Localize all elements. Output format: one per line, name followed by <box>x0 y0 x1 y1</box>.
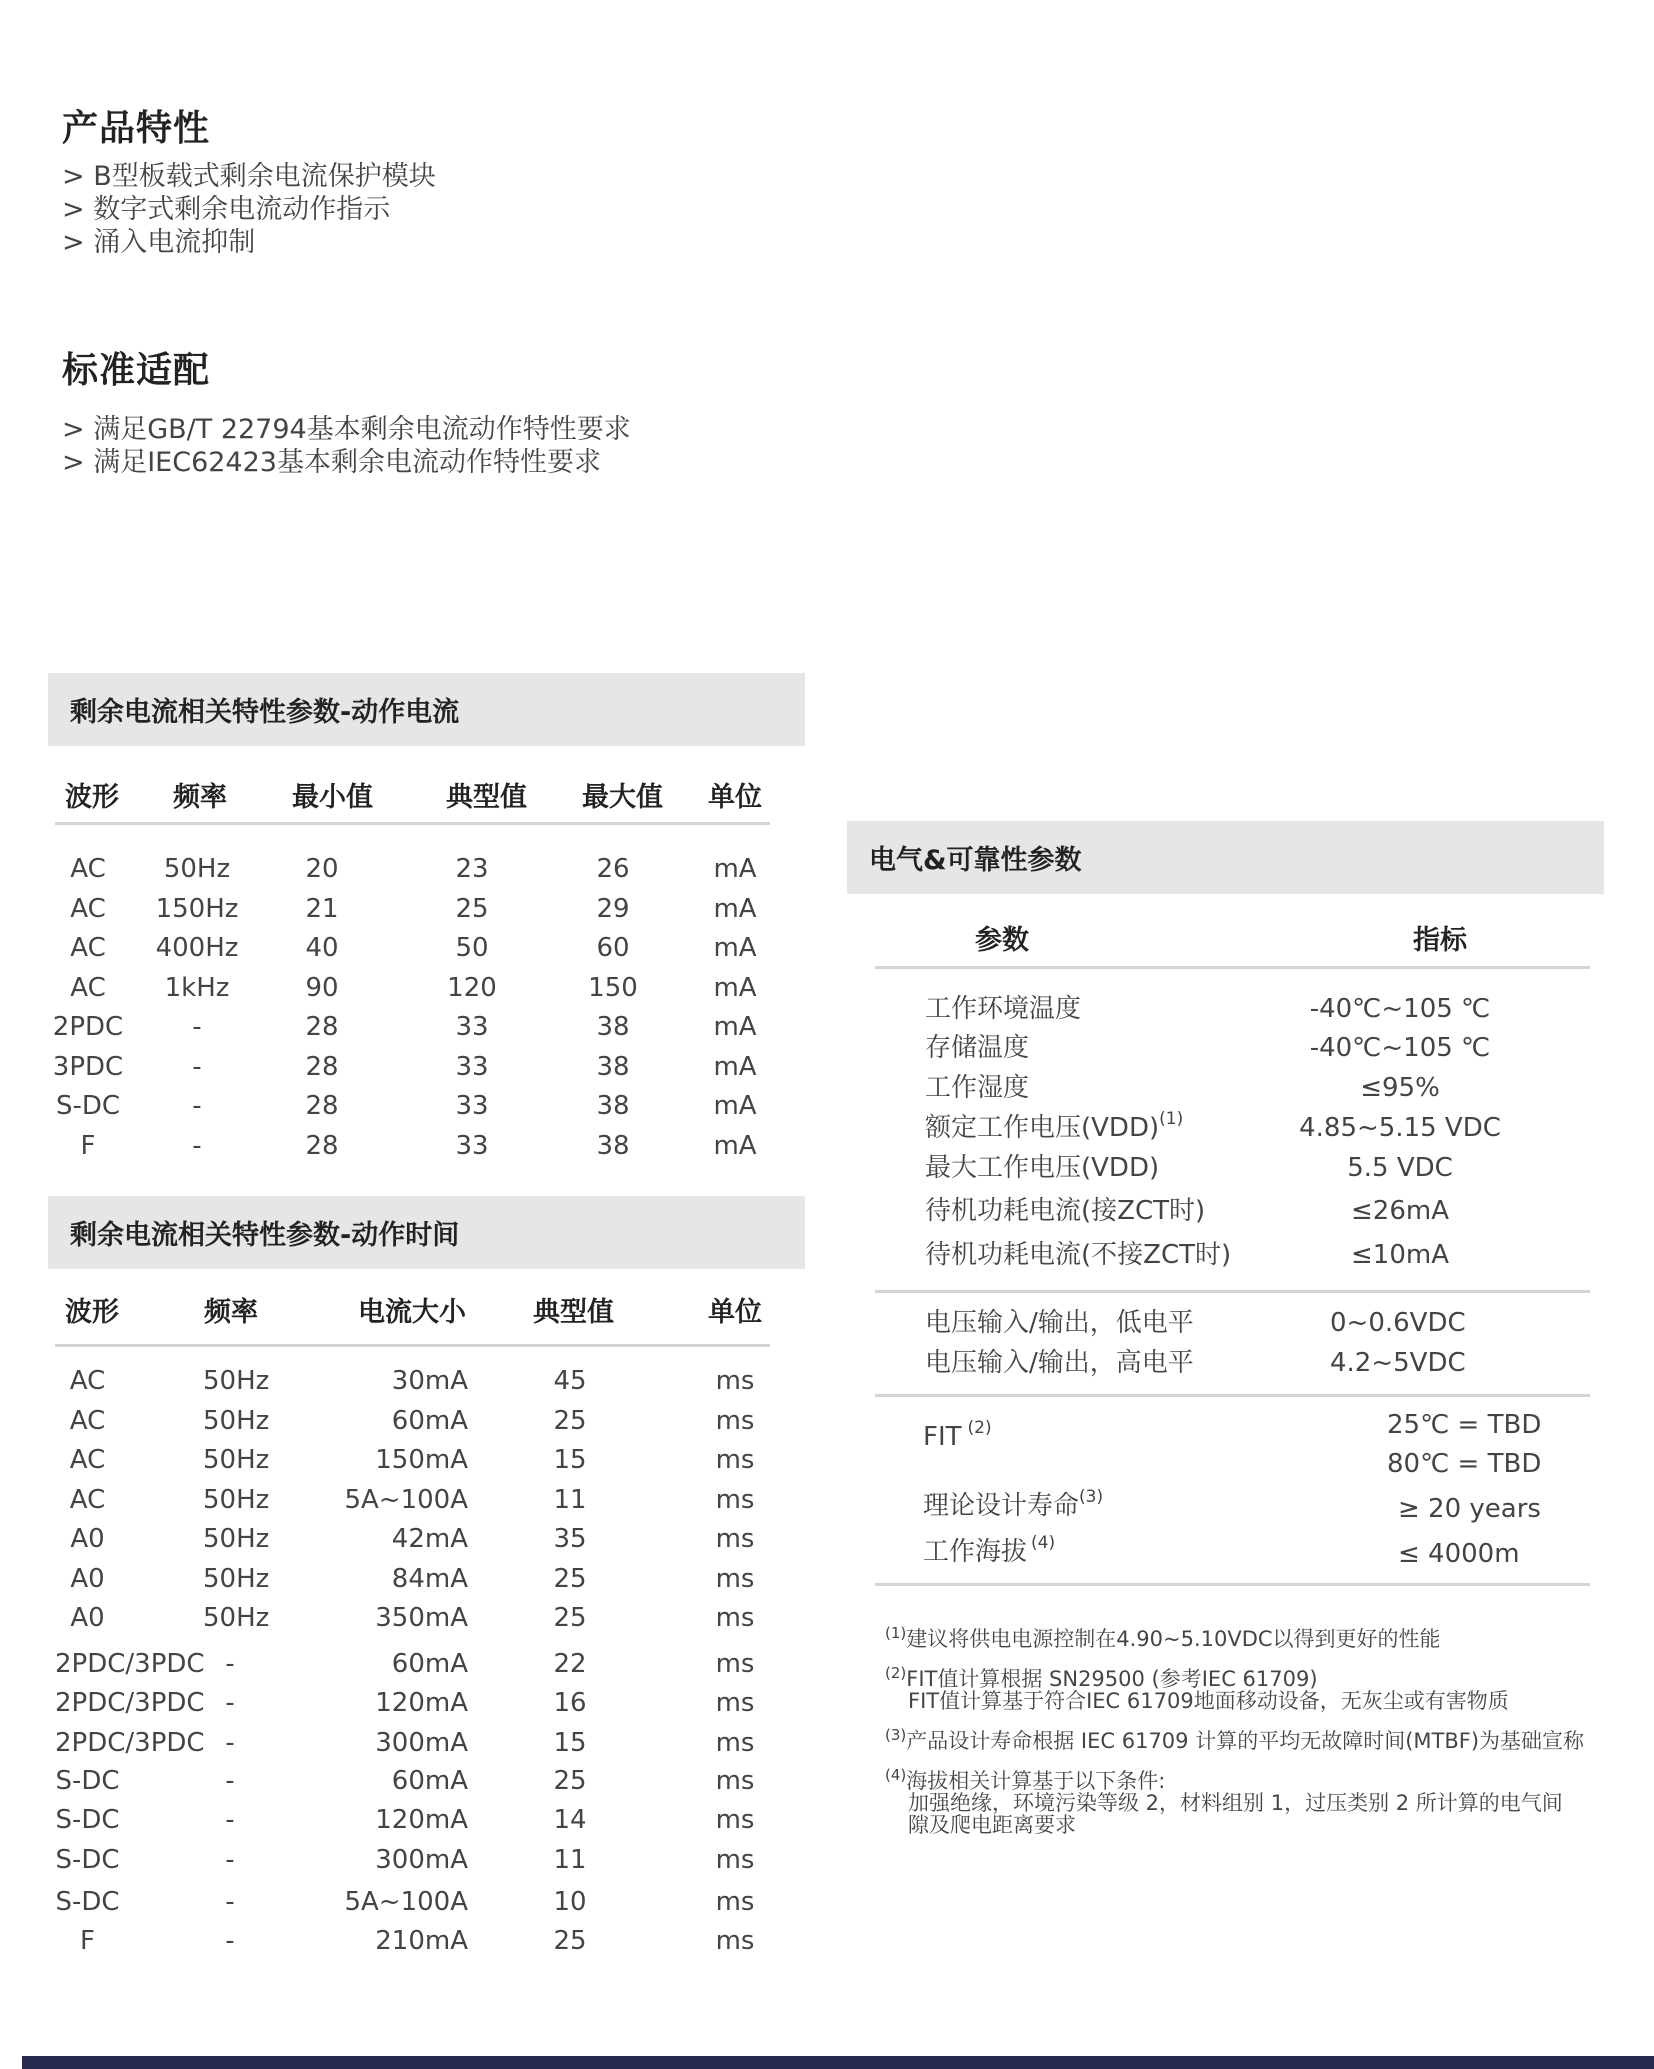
table-current-cell: 60 <box>596 933 630 963</box>
features-item: > 数字式剩余电流动作指示 <box>62 194 391 225</box>
table-elec-value: 4.2~5VDC <box>1330 1348 1466 1378</box>
standards-list <box>62 413 631 479</box>
life-label-text: 理论设计寿命 <box>923 1491 1080 1521</box>
table-time-cell: ms <box>715 1485 755 1515</box>
table-current-cell: 150 <box>588 972 638 1003</box>
table-time-cell: AC <box>69 1406 106 1436</box>
table-time-cell: F <box>80 1926 95 1956</box>
table-current-header-bar <box>48 673 805 746</box>
table-current-cell: mA <box>713 893 757 924</box>
table-current-cell: S-DC <box>55 1091 121 1121</box>
table-current-cell: mA <box>713 933 757 963</box>
table-time-cell: S-DC <box>55 1887 120 1917</box>
table-time-cell: ms <box>715 1766 755 1796</box>
table-time-cell: 60mA <box>391 1406 468 1436</box>
table-time-cell: 16 <box>553 1688 587 1718</box>
table-current-cell: 23 <box>455 854 489 884</box>
table-current-cell: mA <box>713 1091 757 1121</box>
table-time-title: 剩余电流相关特性参数-动作时间 <box>70 1220 460 1251</box>
table-current-cell: - <box>192 1091 202 1121</box>
table-time-cell: 11 <box>553 1485 587 1515</box>
table-elec-header-param: 参数 <box>975 925 1029 956</box>
table-current-cell: - <box>192 1130 202 1161</box>
table-time-cell: - <box>225 1805 235 1835</box>
footer-bar <box>22 2056 1654 2069</box>
table-time-cell: 22 <box>553 1649 587 1679</box>
table-current-cell: F <box>80 1130 96 1161</box>
footnote-3 <box>885 1724 1584 1752</box>
table-elec-value: -40℃~105 ℃ <box>1309 1033 1491 1063</box>
table-current-cell: mA <box>713 1130 757 1161</box>
table-time-cell: - <box>225 1887 235 1917</box>
table-time-cell: 14 <box>553 1805 587 1835</box>
table-time-cell: 84mA <box>391 1564 468 1594</box>
table-time-cell: 120mA <box>375 1688 468 1718</box>
footnote-3-mark: (3) <box>885 1726 907 1744</box>
table-time-cell: 60mA <box>391 1766 468 1796</box>
footnote-4-mark: (4) <box>885 1766 907 1784</box>
table-current-cell: 33 <box>455 1091 489 1121</box>
altitude-label <box>923 1533 1056 1567</box>
table-current-cell: 33 <box>455 1130 489 1161</box>
footnote-mark: (1) <box>1159 1109 1184 1129</box>
table-current-header-cell: 频率 <box>173 782 227 813</box>
table-time-header-cell: 单位 <box>708 1297 762 1328</box>
table-time-cell: ms <box>715 1524 755 1554</box>
table-current-cell: 1kHz <box>164 972 230 1003</box>
footnote-4-text: 隙及爬电距离要求 <box>908 1813 1076 1837</box>
table-elec-param: 存储温度 <box>925 1033 1030 1063</box>
table-time-cell: AC <box>69 1485 106 1515</box>
footnote-4-text: 加强绝缘，环境污染等级 2，材料组别 1，过压类别 2 所计算的电气间 <box>908 1791 1563 1815</box>
table-time-cell: A0 <box>70 1603 105 1633</box>
table-time-cell: 25 <box>553 1564 587 1594</box>
table-time-cell: AC <box>69 1445 106 1475</box>
table-time-cell: - <box>225 1766 235 1796</box>
table-elec-param: 待机功耗电流(不接ZCT时) <box>925 1240 1232 1270</box>
table-current-cell: mA <box>713 1012 757 1042</box>
table-time-cell: 15 <box>553 1728 587 1758</box>
life-label <box>923 1487 1104 1521</box>
footnote-4 <box>885 1764 1563 1836</box>
features-item: > B型板载式剩余电流保护模块 <box>62 161 436 192</box>
table-time-cell: 50Hz <box>203 1485 270 1515</box>
table-time-header-cell: 频率 <box>204 1297 258 1328</box>
table-time-cell: S-DC <box>55 1766 120 1796</box>
footnote-2-mark: (2) <box>885 1664 907 1682</box>
table-elec-value: ≤95% <box>1360 1073 1440 1103</box>
life-value: ≥ 20 years <box>1398 1494 1541 1524</box>
table-time-divider <box>55 1344 770 1347</box>
table-elec-value: 0~0.6VDC <box>1330 1308 1466 1338</box>
table-time-cell: 50Hz <box>203 1564 270 1594</box>
table-current-cell: mA <box>713 972 757 1003</box>
table-time-cell: 5A~100A <box>344 1887 468 1917</box>
table-elec-param: 最大工作电压(VDD) <box>925 1153 1160 1183</box>
table-time-cell: ms <box>715 1926 755 1956</box>
table-current-header-cell: 最小值 <box>292 782 373 813</box>
table-time-cell: - <box>225 1649 235 1679</box>
table-current-cell: AC <box>70 854 106 884</box>
altitude-value: ≤ 4000m <box>1398 1539 1520 1569</box>
table-elec-divider <box>875 1394 1590 1397</box>
footnote-2-text: FIT值计算根据 SN29500 (参考IEC 61709) <box>906 1667 1318 1691</box>
table-time-cell: ms <box>715 1728 755 1758</box>
table-time-cell: 300mA <box>375 1845 468 1875</box>
table-time-cell: 2PDC/3PDC <box>55 1728 205 1758</box>
standards-item: > 满足GB/T 22794基本剩余电流动作特性要求 <box>62 414 631 445</box>
footnote-2-text: FIT值计算基于符合IEC 61709地面移动设备，无灰尘或有害物质 <box>908 1689 1509 1713</box>
table-elec-value: -40℃~105 ℃ <box>1309 994 1491 1024</box>
table-time-cell: AC <box>69 1366 106 1396</box>
table-time-cell: 11 <box>553 1845 587 1875</box>
table-current-header-cell: 最大值 <box>582 782 663 813</box>
table-time-cell: 50Hz <box>203 1603 270 1633</box>
table-time-cell: 15 <box>553 1445 587 1475</box>
standards-title: 标准适配 <box>62 350 211 391</box>
table-current-cell: 50Hz <box>163 854 231 884</box>
table-time-cell: 25 <box>553 1926 587 1956</box>
table-current-cell: - <box>192 1012 202 1042</box>
table-elec-param: 待机功耗电流(接ZCT时) <box>925 1196 1206 1226</box>
table-time-cell: A0 <box>70 1524 105 1554</box>
table-time-cell: 210mA <box>375 1926 468 1956</box>
table-elec-header-value: 指标 <box>1413 925 1467 956</box>
fit-value-25c: 25℃ = TBD <box>1387 1410 1542 1440</box>
table-time-cell: ms <box>715 1564 755 1594</box>
table-time-cell: 2PDC/3PDC <box>55 1688 205 1718</box>
table-time-cell: 25 <box>553 1406 587 1436</box>
table-time-cell: A0 <box>70 1564 105 1594</box>
table-current-cell: 29 <box>596 893 630 924</box>
table-time-cell: 25 <box>553 1766 587 1796</box>
table-current-cell: 38 <box>596 1091 630 1121</box>
table-time-cell: 50Hz <box>203 1406 270 1436</box>
table-time-cell: ms <box>715 1805 755 1835</box>
fit-footnote-mark: (2) <box>967 1418 992 1438</box>
table-time-cell: ms <box>715 1603 755 1633</box>
table-current-cell: 28 <box>305 1091 339 1121</box>
table-time-header-bar <box>48 1196 805 1269</box>
table-time-cell: ms <box>715 1845 755 1875</box>
table-current-cell: 150Hz <box>155 893 239 924</box>
table-time-header-cell: 典型值 <box>533 1297 614 1328</box>
table-time-cell: 5A~100A <box>344 1485 468 1515</box>
footnote-2 <box>885 1662 1509 1712</box>
table-time-cell: 2PDC/3PDC <box>55 1649 205 1679</box>
table-current-cell: 21 <box>305 893 339 924</box>
table-elec-param <box>925 1109 1184 1143</box>
table-current-cell: 90 <box>305 972 339 1003</box>
table-time-header-cell: 波形 <box>65 1297 119 1328</box>
table-current-cell: 38 <box>596 1130 630 1161</box>
table-current-cell: mA <box>713 854 757 884</box>
table-time-cell: ms <box>715 1887 755 1917</box>
table-elec-value: 4.85~5.15 VDC <box>1299 1113 1501 1143</box>
table-time-cell: ms <box>715 1445 755 1475</box>
table-time-cell: - <box>225 1845 235 1875</box>
altitude-label-text: 工作海拔 <box>923 1537 1028 1567</box>
table-time-cell: 150mA <box>375 1445 468 1475</box>
table-current-cell: 28 <box>305 1051 339 1082</box>
features-list <box>62 160 436 259</box>
table-current-header-cell: 典型值 <box>446 782 527 813</box>
fit-value-80c: 80℃ = TBD <box>1387 1449 1542 1479</box>
table-time-cell: - <box>225 1728 235 1758</box>
table-current-cell: 28 <box>305 1130 339 1161</box>
table-time-cell: 50Hz <box>203 1366 270 1396</box>
table-current-cell: 28 <box>305 1012 339 1042</box>
table-elec-value: ≤26mA <box>1351 1196 1449 1226</box>
table-current-cell: AC <box>70 933 106 963</box>
table-elec-title: 电气&可靠性参数 <box>869 845 1082 876</box>
standards-item: > 满足IEC62423基本剩余电流动作特性要求 <box>62 447 601 478</box>
table-elec-param-text: 额定工作电压(VDD) <box>925 1113 1160 1143</box>
table-current-cell: AC <box>70 972 106 1003</box>
table-elec-divider <box>875 966 1590 969</box>
table-time-cell: 42mA <box>391 1524 468 1554</box>
fit-label-text: FIT <box>923 1422 962 1452</box>
table-elec-value: ≤10mA <box>1351 1240 1449 1270</box>
footnote-4-text: 海拔相关计算基于以下条件: <box>906 1769 1166 1793</box>
table-elec-value: 5.5 VDC <box>1347 1153 1453 1183</box>
table-elec-header-bar <box>847 821 1604 894</box>
table-time-cell: 300mA <box>375 1728 468 1758</box>
table-time-cell: 60mA <box>391 1649 468 1679</box>
features-item: > 涌入电流抑制 <box>62 227 256 258</box>
table-elec-param: 工作湿度 <box>925 1073 1030 1103</box>
footnote-3-text: 产品设计寿命根据 IEC 61709 计算的平均无故障时间(MTBF)为基础宣称 <box>906 1729 1585 1753</box>
table-time-cell: ms <box>715 1366 755 1396</box>
table-current-cell: 33 <box>455 1012 489 1042</box>
table-elec-param: 电压输入/输出，高电平 <box>925 1348 1194 1378</box>
table-current-cell: 38 <box>596 1012 630 1042</box>
table-time-cell: 35 <box>553 1524 587 1554</box>
features-title: 产品特性 <box>62 108 211 149</box>
table-current-title: 剩余电流相关特性参数-动作电流 <box>70 697 460 728</box>
table-current-header-cell: 单位 <box>708 782 762 813</box>
table-current-cell: 26 <box>596 854 630 884</box>
table-current-cell: 33 <box>455 1051 489 1082</box>
table-time-cell: 350mA <box>375 1603 468 1633</box>
table-time-cell: 45 <box>553 1366 587 1396</box>
table-time-cell: 50Hz <box>203 1524 270 1554</box>
table-current-cell: 2PDC <box>52 1012 124 1042</box>
table-elec-param: 工作环境温度 <box>925 994 1082 1024</box>
table-time-cell: 30mA <box>391 1366 468 1396</box>
table-time-cell: ms <box>715 1688 755 1718</box>
table-current-cell: 50 <box>455 933 489 963</box>
fit-label <box>923 1418 992 1452</box>
table-elec-divider <box>875 1290 1590 1293</box>
table-time-cell: - <box>225 1688 235 1718</box>
table-current-cell: AC <box>70 893 106 924</box>
table-time-cell: ms <box>715 1406 755 1436</box>
table-current-cell: mA <box>713 1051 757 1082</box>
altitude-footnote-mark: (4) <box>1031 1533 1056 1553</box>
table-time-cell: 10 <box>553 1887 587 1917</box>
footnote-1-text: 建议将供电电源控制在4.90~5.10VDC以得到更好的性能 <box>906 1627 1441 1651</box>
table-time-cell: 25 <box>553 1603 587 1633</box>
life-footnote-mark: (3) <box>1079 1487 1104 1507</box>
footnote-1 <box>885 1622 1441 1650</box>
footnote-1-mark: (1) <box>885 1624 907 1642</box>
table-elec-divider <box>875 1583 1590 1586</box>
table-current-header-cell: 波形 <box>65 782 119 813</box>
table-current-cell: 3PDC <box>52 1051 124 1082</box>
table-current-cell: 400Hz <box>155 933 239 963</box>
table-current-cell: 120 <box>447 972 497 1003</box>
table-time-cell: ms <box>715 1649 755 1679</box>
table-elec-param: 电压输入/输出，低电平 <box>925 1308 1194 1338</box>
table-current-cell: 38 <box>596 1051 630 1082</box>
table-time-cell: S-DC <box>55 1845 120 1875</box>
table-current-cell: 20 <box>305 854 339 884</box>
table-current-divider <box>55 822 770 825</box>
table-current-cell: 25 <box>455 893 489 924</box>
table-time-cell: 120mA <box>375 1805 468 1835</box>
table-time-cell: 50Hz <box>203 1445 270 1475</box>
table-time-cell: S-DC <box>55 1805 120 1835</box>
table-time-header-cell: 电流大小 <box>358 1297 466 1328</box>
table-current-cell: 40 <box>305 933 339 963</box>
table-time-cell: - <box>225 1926 235 1956</box>
table-current-cell: - <box>192 1051 202 1082</box>
